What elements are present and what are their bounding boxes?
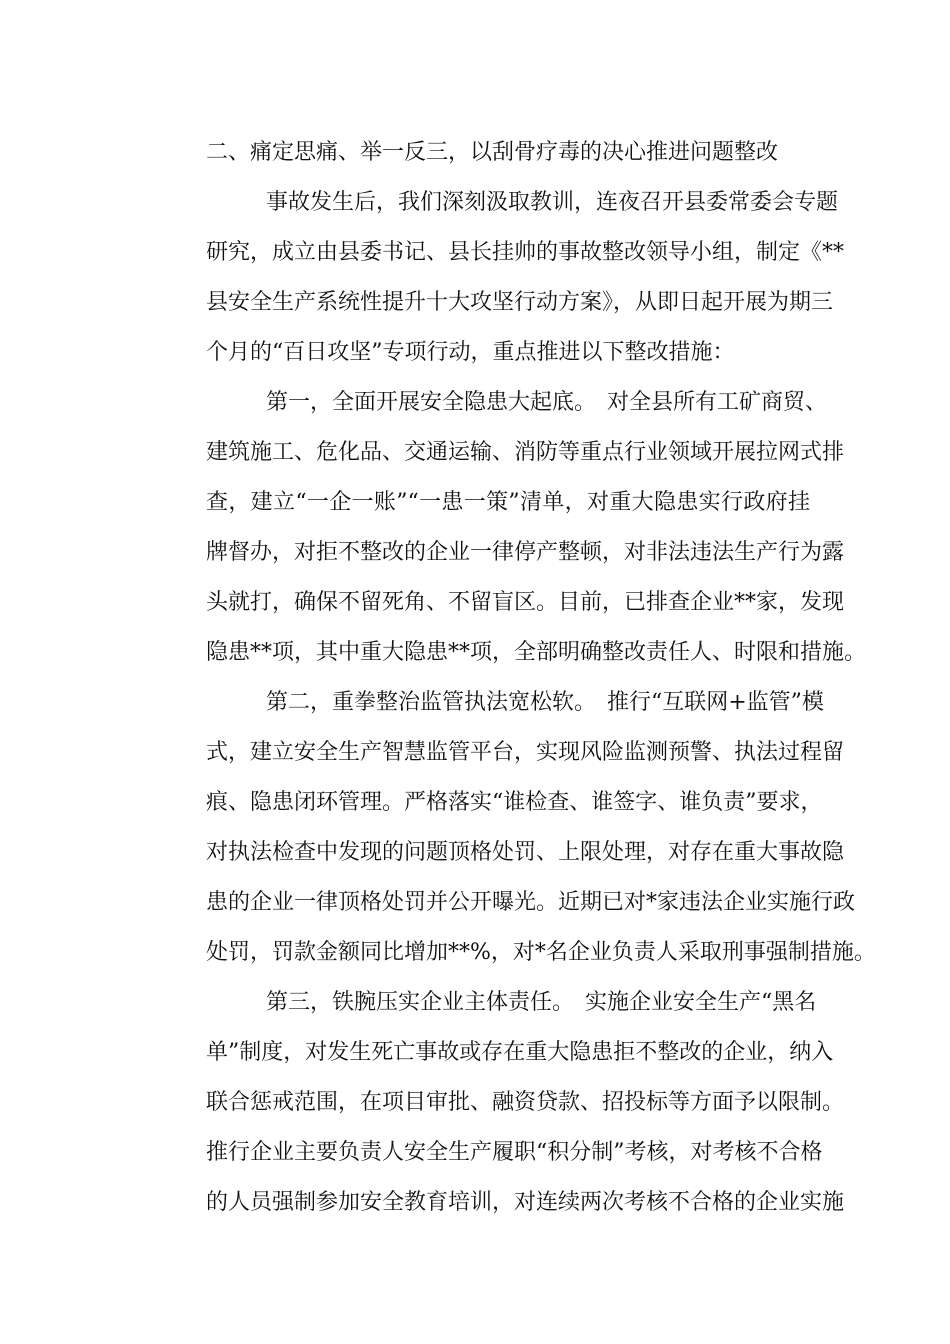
- text-line: 建筑施工、危化品、交通运输、消防等重点行业领域开展拉网式排: [206, 440, 845, 465]
- text-line: 推行企业主要负责人安全生产履职“积分制”考核，对考核不合格: [206, 1140, 823, 1165]
- paragraph-measure-2: [146, 678, 876, 978]
- paragraph-measure-1: [146, 378, 867, 678]
- text-line: 县安全生产系统性提升十大攻坚行动方案》，从即日起开展为期三: [206, 290, 834, 315]
- text-line: 头就打，确保不留死角、不留盲区。目前，已排查企业**家，发现: [206, 590, 845, 615]
- text-line: 联合惩戒范围，在项目审批、融资贷款、招投标等方面予以限制。: [206, 1090, 845, 1115]
- document-body: [146, 128, 876, 1228]
- text-line: 第一，全面开展安全隐患大起底。 对全县所有工矿商贸、: [266, 390, 828, 415]
- paragraph-intro: [146, 178, 845, 378]
- text-line: 式，建立安全生产智慧监管平台，实现风险监测预警、执法过程留: [206, 740, 845, 765]
- text-line: 隐患**项，其中重大隐患**项，全部明确整改责任人、时限和措施。: [206, 640, 867, 665]
- text-line: 痕、隐患闭环管理。严格落实“谁检查、谁签字、谁负责”要求，: [206, 790, 823, 815]
- text-line: 患的企业一律顶格处罚并公开曝光。近期已对*家违法企业实施行政: [206, 890, 856, 915]
- text-line: 研究，成立由县委书记、县长挂帅的事故整改领导小组，制定《**: [206, 240, 845, 265]
- text-line: 处罚，罚款金额同比增加**%，对*名企业负责人采取刑事强制措施。: [206, 940, 876, 965]
- text-line: 个月的“百日攻坚”专项行动，重点推进以下整改措施：: [206, 340, 735, 365]
- paragraph-measure-3: [146, 978, 845, 1228]
- text-line: 查，建立“一企一账”“一患一策”清单，对重大隐患实行政府挂: [206, 490, 810, 515]
- text-line: 第三，铁腕压实企业主体责任。 实施企业安全生产“黑名: [266, 990, 817, 1015]
- text-line: 第二，重拳整治监管执法宽松软。 推行“互联网+监管”模: [266, 690, 824, 715]
- section-heading: 二、痛定思痛、举一反三，以刮骨疗毒的决心推进问题整改: [206, 140, 779, 165]
- text-line: 事故发生后，我们深刻汲取教训，连夜召开县委常委会专题: [266, 190, 839, 215]
- text-line: 牌督办，对拒不整改的企业一律停产整顿，对非法违法生产行为露: [206, 540, 845, 565]
- text-line: 的人员强制参加安全教育培训，对连续两次考核不合格的企业实施: [206, 1190, 845, 1215]
- text-line: 对执法检查中发现的问题顶格处罚、上限处理，对存在重大事故隐: [206, 840, 845, 865]
- text-line: 单”制度，对发生死亡事故或存在重大隐患拒不整改的企业，纳入: [206, 1040, 834, 1065]
